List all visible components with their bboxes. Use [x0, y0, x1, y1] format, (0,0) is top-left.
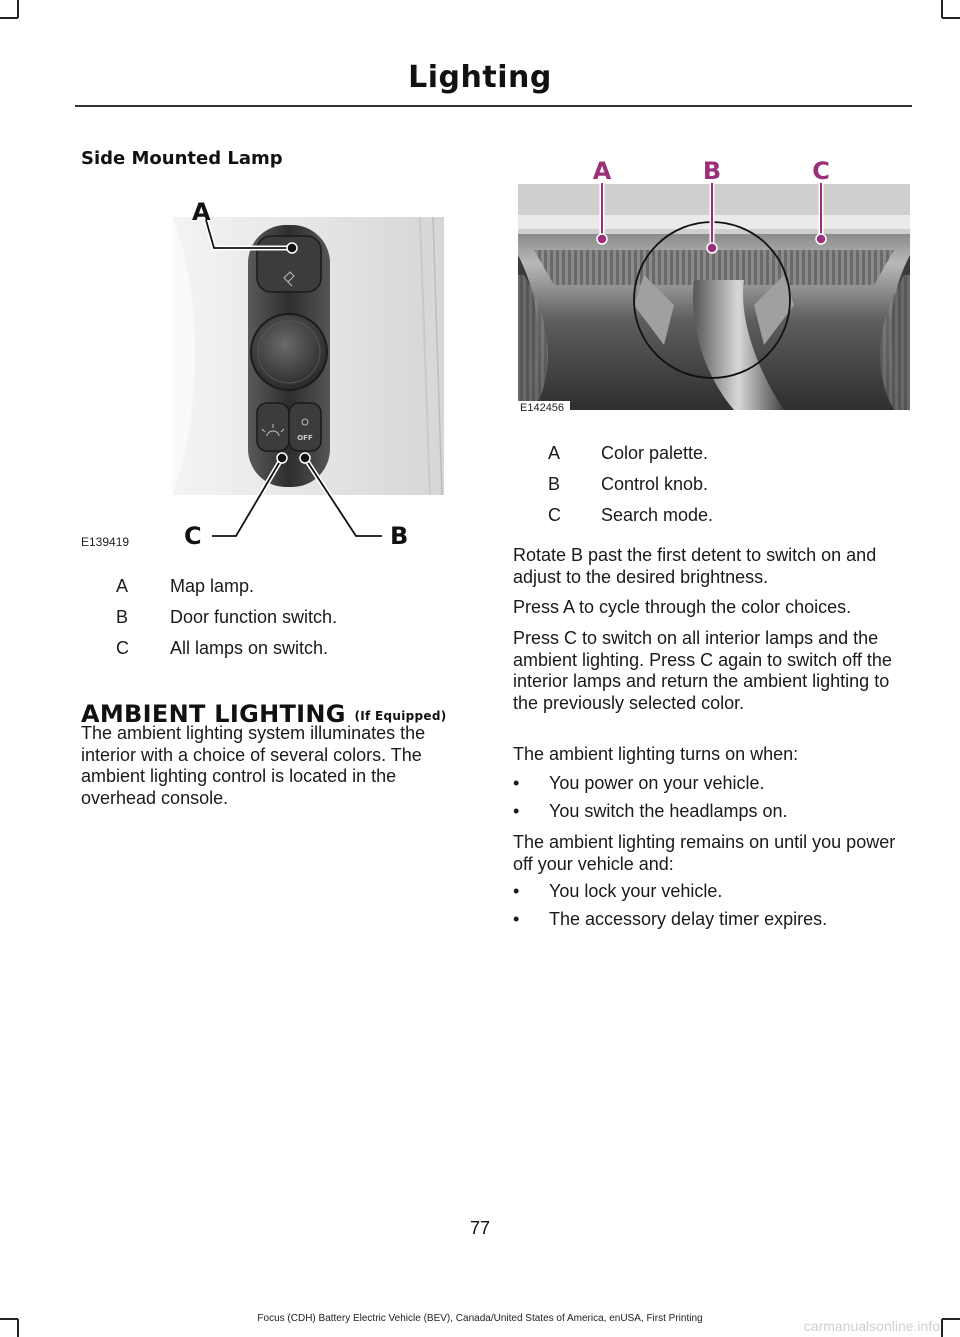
watermark: carmanualsonline.info	[803, 1318, 940, 1334]
door-switch-off-label: OFF	[297, 434, 313, 442]
legend-text: Map lamp.	[170, 576, 255, 596]
legend-row	[548, 505, 908, 536]
press-c-paragraph: Press C to switch on all interior lamps and the ambient lighting. Press C again to switch off the interior lamps and return the ambient lighting to the previously selected color.	[513, 628, 892, 713]
ambient-callout-c: C	[812, 157, 830, 185]
crop-mark	[17, 0, 19, 18]
ambient-figure-id: E142456	[520, 402, 565, 414]
legend-text: Control knob.	[601, 474, 709, 494]
legend-key: C	[116, 638, 129, 658]
crop-mark	[0, 17, 18, 19]
legend-text: All lamps on switch.	[170, 638, 329, 658]
footer-text: Focus (CDH) Battery Electric Vehicle (BEV), Canada/United States of America, enUSA, First Printing	[257, 1313, 703, 1324]
legend-key: A	[548, 443, 561, 463]
figure-id: E139419	[81, 535, 130, 549]
ambient-legend	[548, 443, 908, 536]
ambient-heading-text: AMBIENT LIGHTING	[81, 700, 346, 728]
crop-mark	[941, 0, 943, 18]
turns-on-intro: The ambient lighting turns on when:	[513, 744, 799, 764]
side-lamp-heading: Side Mounted Lamp	[81, 148, 283, 169]
callout-b: B	[390, 522, 409, 550]
bullet-text: You power on your vehicle.	[549, 773, 765, 793]
header-divider	[75, 105, 912, 107]
ambient-callout-a: A	[592, 157, 612, 185]
bullet-text: The accessory delay timer expires.	[549, 909, 828, 929]
ambient-intro: The ambient lighting system illuminates the interior with a choice of several colors. The ambient lighting control is located in the overhead console.	[81, 723, 426, 808]
bullet-text: You switch the headlamps on.	[549, 801, 788, 821]
legend-row	[116, 607, 476, 638]
callout-c: C	[184, 522, 202, 550]
page-number: 77	[469, 1218, 491, 1238]
rotate-paragraph: Rotate B past the first detent to switch on and adjust to the desired brightness.	[513, 545, 877, 587]
legend-row	[548, 474, 908, 505]
press-a-paragraph: Press A to cycle through the color choices.	[513, 597, 852, 617]
legend-row	[116, 576, 476, 607]
callout-a: A	[192, 198, 211, 226]
ambient-control-figure	[514, 155, 914, 415]
legend-key: A	[116, 576, 129, 596]
side-lamp-figure	[150, 190, 450, 550]
legend-key: C	[548, 505, 561, 525]
legend-row	[548, 443, 908, 474]
legend-text: Door function switch.	[170, 607, 338, 627]
legend-text: Search mode.	[601, 505, 714, 525]
crop-mark	[942, 17, 960, 19]
side-lamp-legend	[116, 576, 476, 669]
legend-row	[116, 638, 476, 669]
page-title: Lighting	[408, 60, 552, 95]
legend-text: Color palette.	[601, 443, 709, 463]
remains-intro: The ambient lighting remains on until you power off your vehicle and:	[513, 832, 896, 874]
ambient-callout-b: B	[702, 157, 722, 185]
bullet-text: You lock your vehicle.	[549, 881, 723, 901]
equipped-qualifier: (If Equipped)	[354, 709, 447, 723]
legend-key: B	[116, 607, 129, 627]
legend-key: B	[548, 474, 561, 494]
